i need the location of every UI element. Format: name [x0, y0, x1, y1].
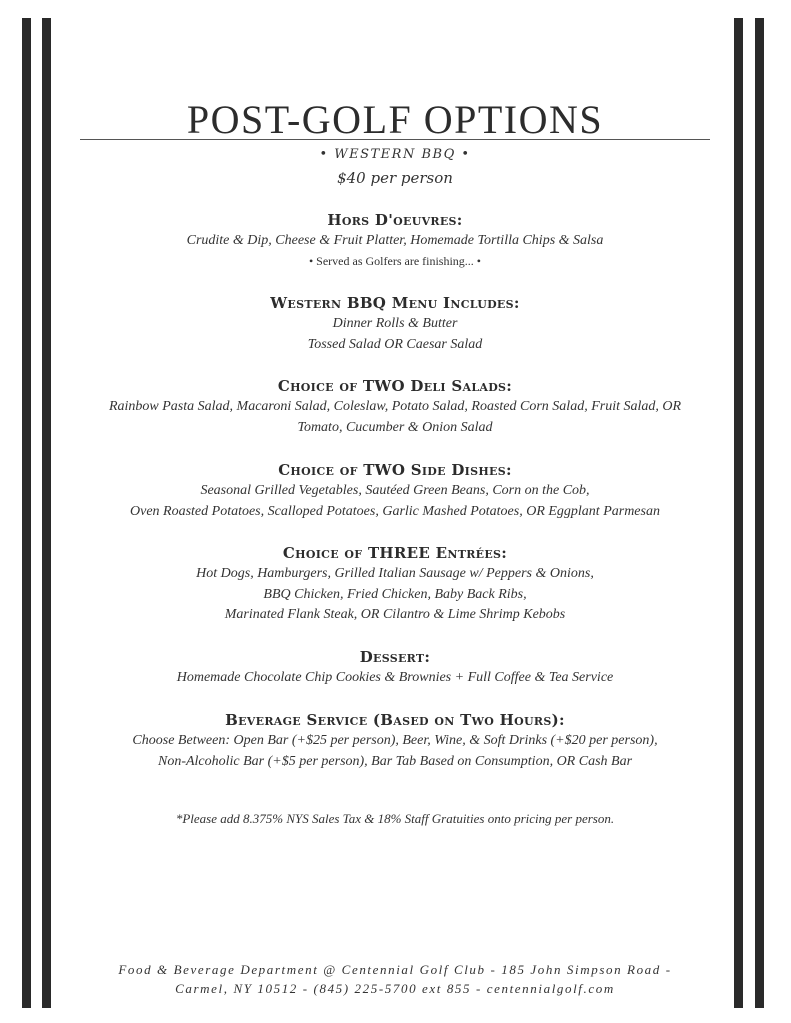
section-bbq-menu — [80, 292, 710, 355]
section-heading: Choice of THREE Entrées: — [282, 544, 508, 562]
section-line: Oven Roasted Potatoes, Scalloped Potatoes, Garlic Mashed Potatoes, OR Eggplant Parmesan — [130, 503, 660, 519]
page-title: POST-GOLF OPTIONS — [186, 97, 604, 142]
tax-gratuity-note: *Please add 8.375% NYS Sales Tax & 18% Staff Gratuities onto pricing per person. — [175, 811, 615, 826]
title-divider — [80, 139, 710, 140]
menu-subtitle: • WESTERN BBQ • — [319, 147, 471, 162]
section-heading: Hors D'oeuvres: — [327, 211, 463, 229]
right-border-bar-inner — [734, 18, 743, 1008]
section-heading: Western BBQ Menu Includes: — [270, 294, 520, 312]
section-line: Hot Dogs, Hamburgers, Grilled Italian Sausage w/ Peppers & Onions, — [196, 566, 594, 581]
section-line: Crudite & Dip, Cheese & Fruit Platter, Homemade Tortilla Chips & Salsa — [186, 233, 604, 248]
left-border-bar-outer — [22, 18, 31, 1008]
section-line: Non-Alcoholic Bar (+$5 per person), Bar Tab Based on Consumption, OR Cash Bar — [157, 753, 633, 769]
section-heading: Beverage Service (Based on Two Hours): — [225, 711, 565, 729]
section-line: Dinner Rolls & Butter — [332, 316, 458, 331]
section-line: Seasonal Grilled Vegetables, Sautéed Green Beans, Corn on the Cob, — [200, 483, 590, 498]
left-border-bar-inner — [42, 18, 51, 1008]
footer-line-1: Food & Beverage Department @ Centennial Golf Club - 185 John Simpson Road - — [118, 962, 672, 977]
section-line: Tomato, Cucumber & Onion Salad — [297, 419, 493, 435]
section-note: • Served as Golfers are finishing... • — [308, 253, 482, 268]
section-line: Tossed Salad OR Caesar Salad — [307, 336, 483, 352]
section-beverage-service — [80, 709, 710, 772]
section-heading: Choice of TWO Deli Salads: — [277, 377, 513, 395]
section-line: Rainbow Pasta Salad, Macaroni Salad, Coleslaw, Potato Salad, Roasted Corn Salad, Fruit Salad, OR — [108, 399, 682, 414]
section-deli-salads — [80, 375, 710, 438]
section-heading: Choice of TWO Side Dishes: — [278, 461, 512, 479]
section-entrees — [80, 542, 710, 626]
section-side-dishes — [80, 459, 710, 522]
footer-line-2: Carmel, NY 10512 - (845) 225-5700 ext 855 - centennialgolf.com — [175, 981, 615, 996]
section-heading: Dessert: — [359, 648, 431, 666]
section-line: Homemade Chocolate Chip Cookies & Brownies + Full Coffee & Tea Service — [176, 670, 614, 685]
section-hors-doeuvres — [80, 209, 710, 270]
menu-price: $40 per person — [337, 169, 453, 187]
section-line: BBQ Chicken, Fried Chicken, Baby Back Ribs, — [263, 586, 527, 602]
right-border-bar-outer — [755, 18, 764, 1008]
section-dessert — [80, 646, 710, 689]
section-line: Choose Between: Open Bar (+$25 per person), Beer, Wine, & Soft Drinks (+$20 per person), — [132, 733, 658, 748]
section-line: Marinated Flank Steak, OR Cilantro & Lime Shrimp Kebobs — [224, 607, 566, 622]
